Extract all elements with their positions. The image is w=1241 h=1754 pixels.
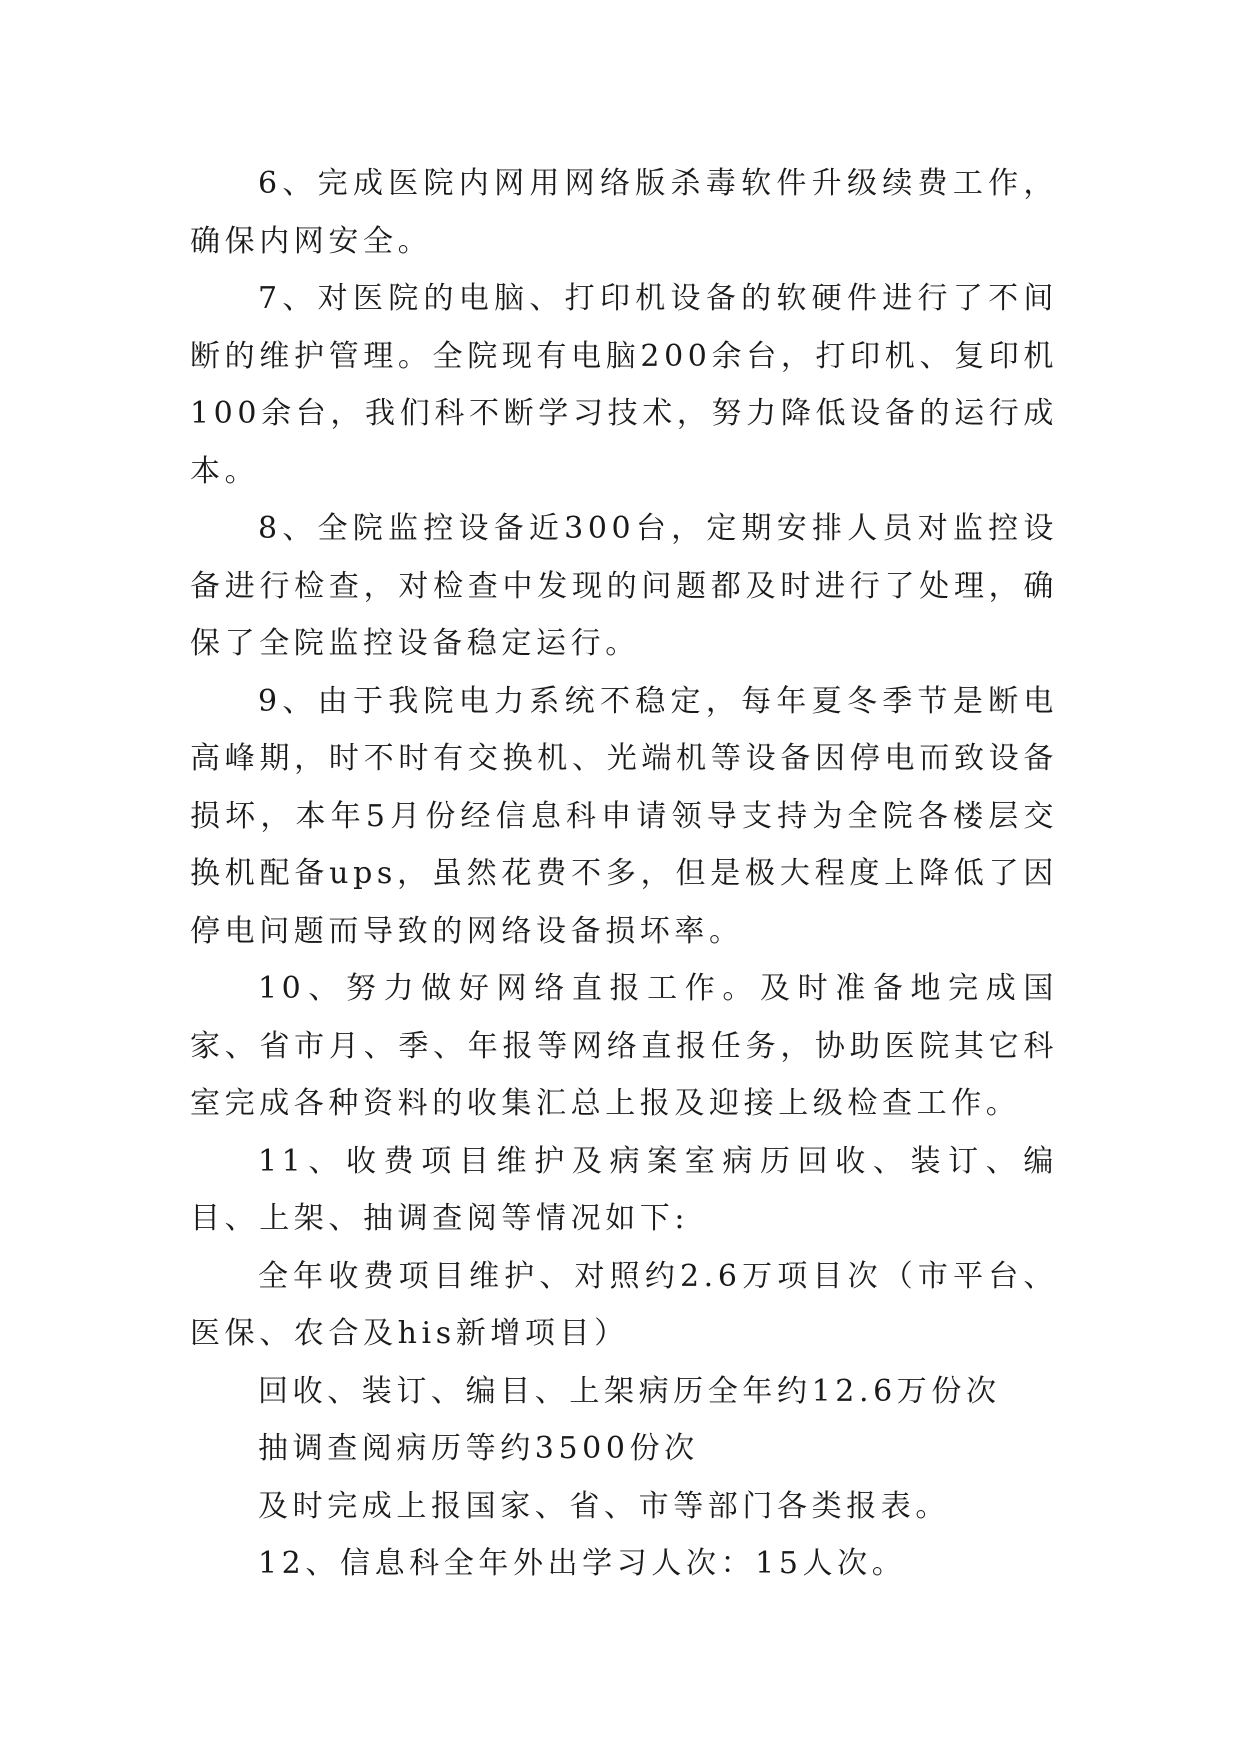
- line-report-submission: 及时完成上报国家、省、市等部门各类报表。: [258, 1488, 950, 1524]
- paragraph-fee-maintenance: 全年收费项目维护、对照约2.6万项目次（市平台、医保、农合及his新增项目）: [190, 1258, 1058, 1351]
- paragraph-6: 6、完成医院内网用网络版杀毒软件升级续费工作，确保内网安全。: [190, 166, 1058, 259]
- paragraph-10: 10、努力做好网络直报工作。及时准备地完成国家、省市月、季、年报等网络直报任务，协助医院其它科室完成各种资料的收集汇总上报及迎接上级检查工作。: [190, 971, 1058, 1121]
- paragraph-8: 8、全院监控设备近300台，定期安排人员对监控设备进行检查，对检查中发现的问题都及时进行了处理，确保了全院监控设备稳定运行。: [190, 511, 1058, 661]
- document-body: [190, 155, 1058, 1593]
- line-record-retrieval: 抽调查阅病历等约3500份次: [258, 1431, 699, 1466]
- paragraph-11: 11、收费项目维护及病案室病历回收、装订、编目、上架、抽调查阅等情况如下:: [190, 1143, 1058, 1236]
- line-record-archiving: 回收、装订、编目、上架病历全年约12.6万份次: [258, 1373, 1001, 1409]
- paragraph-9: 9、由于我院电力系统不稳定，每年夏冬季节是断电高峰期，时不时有交换机、光端机等设备因停电而致设备损坏，本年5月份经信息科申请领导支持为全院各楼层交换机配备ups，虽然花费不多，但是极大程度上降低了因停电问题而导致的网络设备损坏率。: [190, 683, 1058, 949]
- paragraph-7: 7、对医院的电脑、打印机设备的软硬件进行了不间断的维护管理。全院现有电脑200余台，打印机、复印机100余台，我们科不断学习技术，努力降低设备的运行成本。: [190, 281, 1058, 489]
- paragraph-12: 12、信息科全年外出学习人次：15人次。: [258, 1546, 907, 1581]
